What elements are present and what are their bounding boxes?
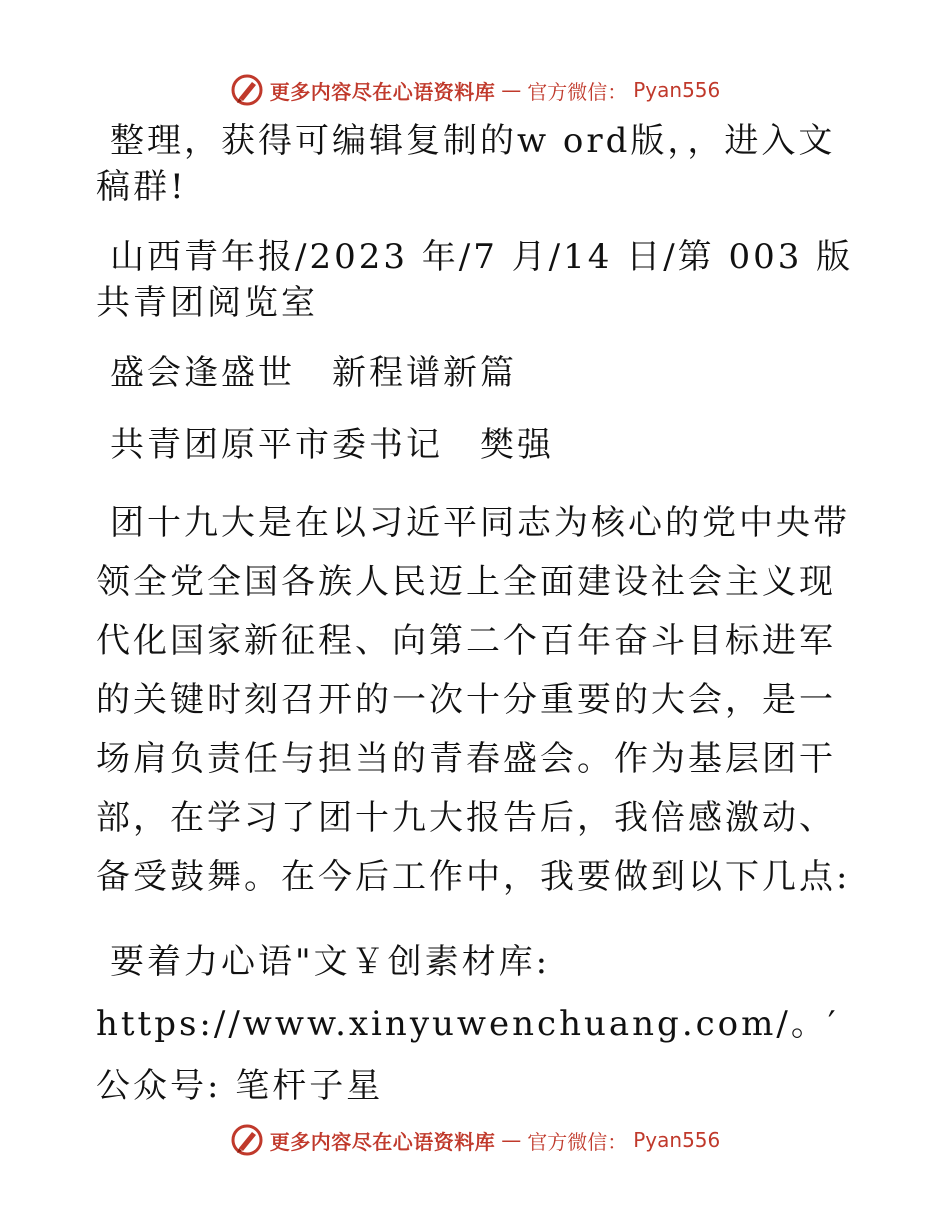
article-paragraph: 团十九大是在以习近平同志为核心的党中央带领全党全国各族人民迈上全面建设社会主义现代化国家新征程、向第二个百年奋斗目标进军的关键时刻召开的一次十分重要的大会，是一场肩负责任与担当的青春盛会。作为基层团干部，在学习了团十九大报告后，我倍感激动、备受鼓舞。在今后工作中，我要做到以下几点: <box>96 503 851 897</box>
banner-text: 更多内容尽在心语资料库 <box>269 79 496 104</box>
banner-wechat-id: Pyan556 <box>633 1128 721 1152</box>
header-banner <box>0 70 950 110</box>
banner-wechat-label: 官方微信： <box>527 79 628 104</box>
article-title: 盛会逢盛世 新程谱新篇 <box>110 353 517 393</box>
banner-separator: — <box>501 78 522 102</box>
banner-text: 更多内容尽在心语资料库 <box>269 1129 496 1154</box>
banner-separator: — <box>501 1128 522 1152</box>
document-body <box>96 118 856 1117</box>
pen-logo-icon <box>230 73 264 107</box>
source-line: 山西青年报/2023 年/7 月/14 日/第 003 版共青团阅览室 <box>96 237 854 323</box>
article-author: 共青团原平市委书记 樊强 <box>110 425 554 465</box>
pen-logo-icon <box>230 1123 264 1157</box>
banner-wechat-id: Pyan556 <box>633 78 721 102</box>
footer-banner <box>0 1120 950 1160</box>
banner-wechat-label: 官方微信： <box>527 1129 628 1154</box>
promo-link-paragraph: 要着力心语"文￥创素材库: https://www.xinyuwenchuang.com/。′公众号: 笔杆子星 <box>96 942 839 1106</box>
intro-paragraph: 整理，获得可编辑复制的w ord版，，进入文稿群! <box>96 121 836 207</box>
